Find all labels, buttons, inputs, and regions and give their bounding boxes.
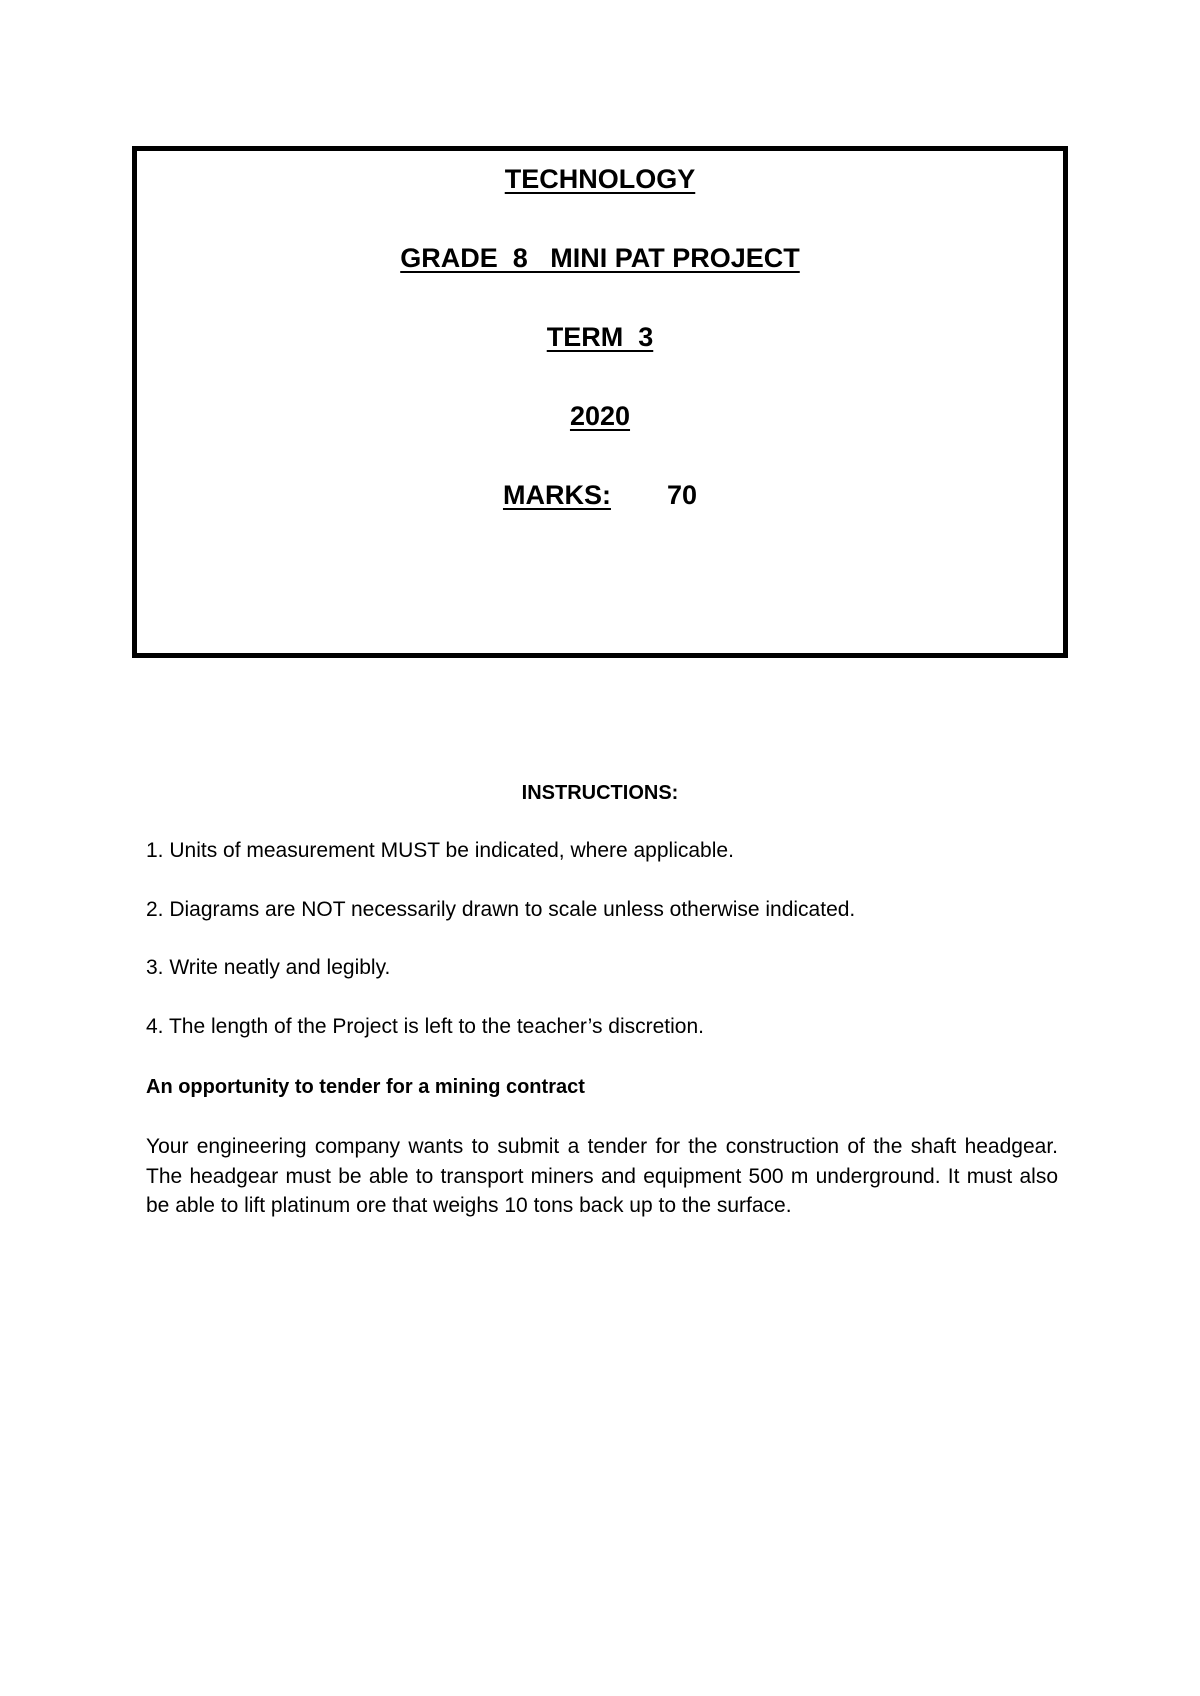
project-text: GRADE 8 MINI PAT PROJECT (400, 243, 800, 273)
title-box (132, 146, 1068, 658)
term-title (137, 321, 1063, 353)
subject-text: TECHNOLOGY (504, 164, 696, 194)
subject-title (137, 163, 1063, 195)
year-title (137, 400, 1063, 432)
marks-label: MARKS: (502, 480, 611, 510)
section-paragraph: Your engineering company wants to submit a tender for the construction of the shaft headgear. The headgear must be able to transport miners and equipment 500 m underground. It must also be able to lift platinum ore that weighs 10 tons back up to the surface. (146, 1135, 1058, 1217)
section-heading: An opportunity to tender for a mining contract (146, 1076, 585, 1098)
term-text: TERM 3 (546, 322, 654, 352)
marks-value: 70 (666, 480, 698, 510)
instruction-item: 1. Units of measurement MUST be indicated, where applicable. (146, 839, 734, 862)
instructions-heading: INSTRUCTIONS: (521, 782, 679, 804)
instruction-item: 2. Diagrams are NOT necessarily drawn to scale unless otherwise indicated. (146, 898, 856, 921)
instruction-item: 4. The length of the Project is left to the teacher’s discretion. (146, 1015, 704, 1038)
instruction-item: 3. Write neatly and legibly. (146, 956, 391, 979)
year-text: 2020 (569, 401, 631, 431)
project-title (137, 242, 1063, 274)
marks-line (137, 479, 1063, 511)
